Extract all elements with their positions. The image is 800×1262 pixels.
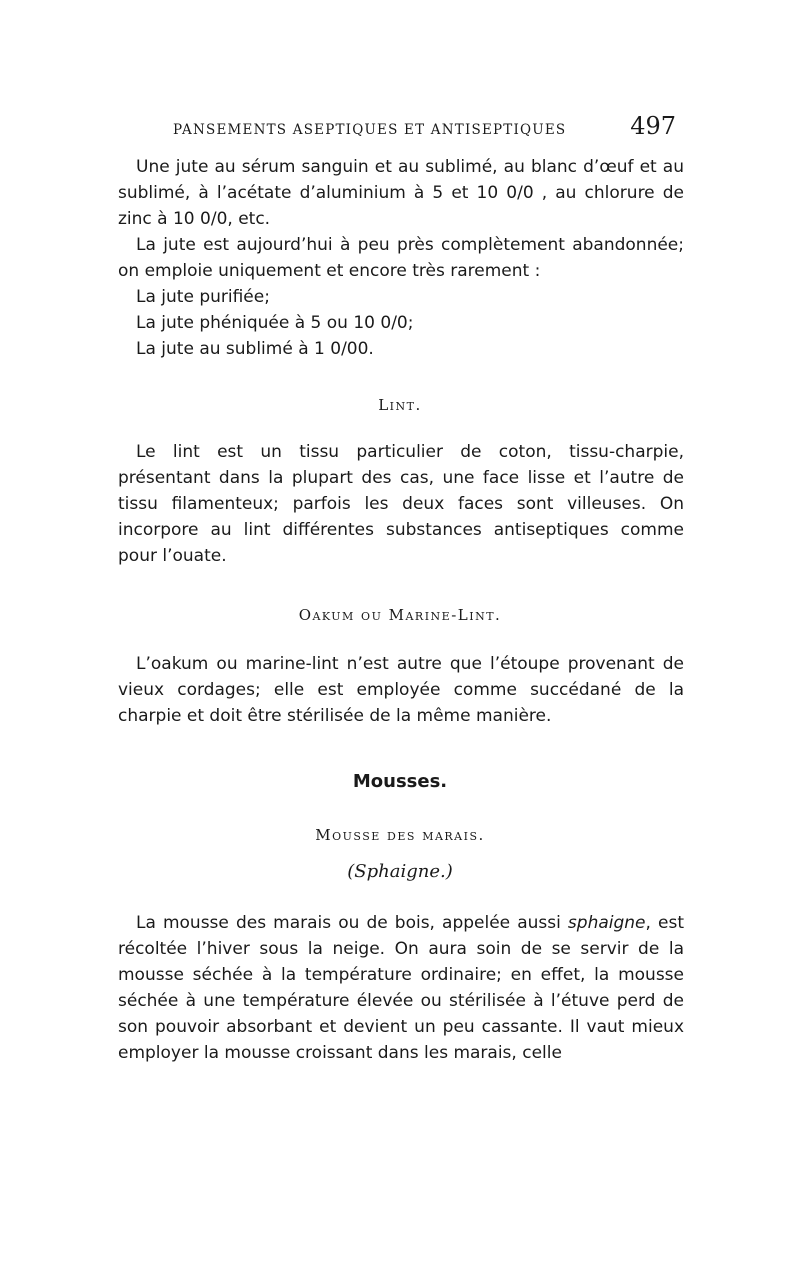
- oakum-section: [118, 651, 684, 729]
- lint-paragraph: Le lint est un tissu particulier de coton, tissu-charpie, présentant dans la plupart des cas, une face lisse et l’autre de tissu filamenteux; parfois les deux faces sont villeuses. On incorpore au lint différentes substances antiseptiques comme pour l’ouate.: [118, 442, 684, 566]
- mousses-text-part-1: La mousse des marais ou de bois, appelée aussi: [136, 913, 568, 933]
- jute-list-item: La jute purifiée;: [136, 287, 270, 307]
- mousses-text-part-2: , est récoltée l’hiver sous la neige. On aura soin de se servir de la mousse séchée à la température ordinaire; en effet, la mousse séchée à une température élevée ou stérilisée à l’étuve perd de son pouvoir absorbant et devient un peu cassante. Il vaut mieux employer la mousse croissant dans les marais, celle: [118, 913, 684, 1063]
- oakum-heading: Oakum ou Marine-Lint.: [298, 606, 502, 624]
- mousses-heading: Mousses.: [352, 771, 448, 792]
- sphaigne-term: sphaigne: [567, 913, 646, 933]
- mousses-section: [118, 910, 684, 1066]
- jute-list-item: La jute au sublimé à 1 0/00.: [136, 339, 374, 359]
- mousses-paragraph: [118, 910, 684, 1066]
- page-number: 497: [630, 112, 676, 140]
- lint-section: [118, 439, 684, 569]
- sphaigne-subtitle: (Sphaigne.): [347, 861, 453, 882]
- running-title: PANSEMENTS ASEPTIQUES ET ANTISEPTIQUES: [173, 122, 567, 138]
- jute-paragraph-1: Une jute au sérum sanguin et au sublimé, au blanc d’œuf et au sublimé, à l’acétate d’aluminium à 5 et 10 0/0 , au chlorure de zinc à 10 0/0, etc.: [118, 157, 684, 229]
- mousse-des-marais-heading: Mousse des marais.: [315, 826, 485, 844]
- running-head: [118, 112, 678, 146]
- oakum-paragraph: L’oakum ou marine-lint n’est autre que l’étoupe provenant de vieux cordages; elle est employée comme succédané de la charpie et doit être stérilisée de la même manière.: [118, 654, 684, 726]
- jute-list-item: La jute phéniquée à 5 ou 10 0/0;: [136, 313, 414, 333]
- jute-section: [118, 154, 684, 362]
- jute-paragraph-2: La jute est aujourd’hui à peu près complètement abandonnée; on emploie uniquement et encore très rarement :: [118, 235, 684, 281]
- lint-heading: Lint.: [378, 396, 422, 414]
